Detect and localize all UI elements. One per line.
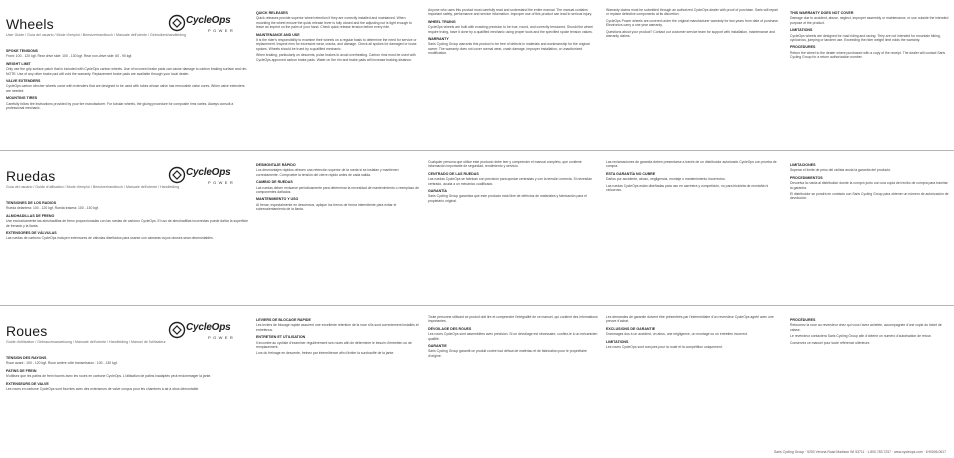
paragraph: Las ruedas CycleOps se fabrican con precisión para quedar centradas y con la tensión correcta. Si necesitan centrado, acuda a un mecánico cualificado. — [428, 177, 592, 186]
section-heading: CAMBIO DE RUEDAS — [256, 180, 293, 185]
section-heading: EXTENSEURS DE VALVE — [6, 381, 49, 386]
paragraph: CycleOps Power wheels are covered under the original manufacturer warranty for two years from date of purchase. Electronics carry a one year warranty. — [606, 18, 779, 28]
intro-column — [6, 198, 250, 243]
paragraph: Retournez la roue au revendeur chez qui vous l'avez achetée, accompagnée d'une copie du ticket de caisse. — [790, 323, 942, 332]
text-column-4 — [606, 8, 780, 40]
paragraph: Il incombe au cycliste d'examiner régulièrement ses roues afin de déterminer le besoin d'entretien ou de remplacement. — [256, 340, 412, 350]
text-column-2 — [256, 160, 420, 214]
text-column-4 — [606, 160, 780, 194]
section-title: Roues — [6, 323, 48, 339]
brand-tagline: POWER — [208, 180, 236, 185]
section-heading: LIMITATIONS — [790, 28, 813, 33]
paragraph: Las reclamaciones de garantía deben presentarse a través de un distribuidor autorizado CycleOps con prueba de compra. — [606, 160, 777, 169]
paragraph: Superar el límite de peso del ciclista anula la garantía del producto. — [790, 168, 892, 173]
section-heading: VALVE EXTENDERS — [6, 79, 41, 84]
language-section — [0, 152, 954, 303]
paragraph: Le revendeur contactera Saris Cycling Group afin d'obtenir un numéro d'autorisation de retour. — [790, 334, 932, 339]
section-heading: LIMITATIONS — [606, 339, 629, 344]
paragraph: Carefully follow tire instructions provided by your tire manufacturer. For tubular wheels, the gluing procedure for composite rims varies. Always consult a professional mechanic. — [6, 101, 234, 111]
section-heading: THIS WARRANTY DOES NOT COVER — [790, 11, 854, 15]
section-divider — [0, 305, 954, 306]
paragraph: Warranty claims must be submitted through an authorized CycleOps dealer with proof of purchase. Saris will repair or replace defective components at its discretion. — [606, 8, 778, 17]
section-heading: ALMOHADILLAS DE FRENO — [6, 213, 55, 218]
section-heading: EXCLUSIONS DE GARANTIE — [606, 326, 656, 331]
text-column-5 — [790, 8, 950, 62]
text-column-3 — [428, 315, 598, 360]
paragraph: Saris Cycling Group warrants this product to be free of defects in materials and workmanship for the original owner. The warranty does not cover normal wear, crash damage, improper installation, or unauthorized modification. — [428, 42, 590, 56]
paragraph: Damage due to accident, abuse, neglect, improper assembly or maintenance, or use outside the intended purpose of the product. — [790, 16, 949, 25]
section-heading: PATINS DE FREIN — [6, 368, 37, 373]
section-heading: ENTRETIEN ET UTILISATION — [256, 335, 306, 340]
cycleops-logo — [168, 14, 248, 40]
paragraph: Les demandes de garantie doivent être présentées par l'intermédiaire d'un revendeur CycleOps agréé avec une preuve d'achat. — [606, 315, 774, 324]
section-heading: SPOKE TENSIONS — [6, 49, 38, 53]
section-heading: QUICK RELEASES — [256, 11, 288, 15]
paragraph: Les roues CycleOps sont conçues pour la route et la compétition uniquement. — [606, 345, 723, 350]
paragraph: Les roues CycleOps sont assemblées avec précision. Si un dévoilage est nécessaire, confiez-le à un mécanicien qualifié. — [428, 332, 598, 341]
section-heading: ESTA GARANTÍA NO CUBRE — [606, 171, 656, 176]
section-title: Ruedas — [6, 168, 56, 184]
paragraph: Dommages dus à un accident, un abus, une négligence, un montage ou un entretien incorrect. — [606, 332, 748, 337]
paragraph: Les roues en carbone CycleOps sont fournies avec des extenseurs de valve conçus pour les chambres à air à obus démontable. — [6, 387, 200, 392]
paragraph: Devuelva la rueda al distribuidor donde la compró junto con una copia del recibo de compra para tramitar la garantía. — [790, 181, 948, 190]
text-column-4 — [606, 315, 780, 351]
section-heading: EXTENSORES DE VÁLVULAS — [6, 231, 57, 236]
text-column-3 — [428, 160, 598, 205]
paragraph: When braking, particularly on descents, pulse brakes to avoid overheating. Carbon rims must be used with CycleOps approved carbon brake pads. Water on the rim and brake pads will increase braking distance. — [256, 53, 416, 62]
language-section — [0, 307, 954, 458]
brand-tagline: POWER — [208, 335, 236, 340]
paragraph: Los desmontajes rápidos ofrecen una retención superior de la rueda si se instalan y mantienen correctamente. Compruebe la tensión del cierre rápido antes de cada salida. — [256, 168, 399, 177]
brand-name: CycleOps — [186, 15, 231, 26]
paragraph: Conservez ce manuel pour toute référence ultérieure. — [790, 340, 871, 345]
paragraph: Use exclusivamente las almohadillas de freno proporcionadas con las ruedas de carbono CycleOps. El uso de almohadillas incorrectas puede dañar la superficie de frenado y la llanta. — [6, 219, 249, 228]
brand-name: CycleOps — [186, 167, 231, 178]
paragraph: It is the rider's responsibility to examine their wheels on a regular basis to determine the need for service or replacement. Inspect rims for excessive wear, cracks, and damage. Check all spokes for damaged or loose spokes. Wheels should be trued by a qualified mechanic. — [256, 38, 417, 51]
intro-column — [6, 353, 250, 393]
paragraph: Front: 100 - 120 kgf. Rear drive side: 100 - 130 kgf. Rear non-drive side: 60 - 90 kgf. — [6, 54, 133, 59]
section-heading: WARRANTY — [428, 37, 449, 42]
language-section — [0, 0, 954, 149]
paragraph: Rueda delantera: 100 - 120 kgf. Rueda trasera: 100 - 130 kgf. — [6, 206, 99, 211]
paragraph: Las ruedas de carbono CycleOps incluyen extensores de válvulas diseñados para usarse con cámaras cuyos obuses sean desmontables. — [6, 236, 214, 241]
section-subtitle: Guía del usuario / Guide d'utilisation / Mode d'emploi / Benutzerhandbuch / Manuale dell'utente / Handleiding — [6, 185, 180, 189]
section-subtitle: User Guide / Guía del usuario / Mode d'emploi / Benutzerhandbuch / Manuale dell'utente / Gebruikershandleiding — [6, 33, 186, 37]
section-heading: PROCEDURES — [790, 45, 816, 50]
paragraph: N'utilisez que les patins de frein fournis avec les roues en carbone CycleOps. L'utilisation de patins inadaptés peut endommager la jante. — [6, 374, 212, 379]
cycleops-logo — [168, 321, 248, 347]
section-heading: MAINTENANCE AND USE — [256, 32, 300, 37]
paragraph: Las ruedas CycleOps están diseñadas para uso en carretera y competición, no para bicicleta de montaña ni ciclocross. — [606, 183, 769, 193]
text-column-5 — [790, 160, 950, 203]
paragraph: Las ruedas deben revisarse periódicamente para determinar la necesidad de mantenimiento o reemplazo de componentes dañados. — [256, 185, 420, 195]
brand-tagline: POWER — [208, 28, 236, 33]
section-heading: GARANTIE — [428, 344, 447, 349]
paragraph: Only use the grip surface patch that is included with CycleOps carbon wheels. Use of incorrect brake pads can cause damage to carbon braking surface and rim. NOTE: Use of any other brake pad will void the warranty. Replacement brake pads are available through your local dealer. — [6, 67, 248, 76]
paragraph: Questions about your product? Contact our customer service team for support with installation, maintenance and warranty claims. — [606, 29, 775, 39]
paragraph: Saris Cycling Group garantiza que este producto está libre de defectos de materiales y fabricación para el propietario original. — [428, 194, 587, 203]
section-title: Wheels — [6, 16, 54, 32]
text-column-2 — [256, 315, 420, 358]
text-column-3 — [428, 8, 598, 58]
section-heading: GARANTÍA — [428, 189, 447, 194]
text-column-5 — [790, 315, 950, 347]
cycleops-logo — [168, 166, 248, 192]
section-heading: PROCEDIMIENTOS — [790, 175, 823, 180]
section-heading: LIMITACIONES — [790, 163, 816, 167]
section-subtitle: Guide d'utilisation / Gebrauchsanweisung / Manuale dell'utente / Handleiding / Manuel de l'utilisateur — [6, 340, 166, 344]
section-heading: PROCÉDURES — [790, 318, 816, 322]
paragraph: Quick releases provide superior wheel retention if they are correctly installed and maintained. When mounting the wheel ensure the quick release lever is fully closed and the adjusting nut is tight enough to leave an imprint on the palm of your hand. Check quick release tension before every ride. — [256, 16, 412, 30]
section-heading: DÉVOILAGE DES ROUES — [428, 326, 472, 331]
paragraph: CycleOps wheels are designed for road riding and racing. They are not intended for mountain biking, cyclocross, jumping or tandem use. Exceeding the rider weight limit voids the warranty. — [790, 33, 941, 43]
paragraph: Lors du freinage en descente, freinez par intermittence afin d'éviter la surchauffe de la jante. — [256, 351, 395, 356]
section-heading: WEIGHT LIMIT — [6, 61, 31, 66]
section-heading: DESMONTAJE RÁPIDO — [256, 163, 296, 167]
paragraph: Les leviers de blocage rapide assurent une excellente retention de la roue s'ils sont correctement installés et entretenus. — [256, 323, 419, 332]
paragraph: Roue avant : 100 - 120 kgf. Roue arrière côté transmission : 100 - 130 kgf. — [6, 361, 118, 366]
paragraph: Toute personne utilisant ce produit doit lire et comprendre l'intégralité de ce manuel, qui contient des informations importantes. — [428, 315, 598, 324]
paragraph: Return the wheel to the dealer where purchased with a copy of the receipt. The dealer will contact Saris Cycling Group for a return authorization number. — [790, 50, 946, 60]
section-divider — [0, 150, 954, 151]
paragraph: CycleOps wheels are built with exacting precision to be true, round, and correctly tensioned. Should the wheel require truing, have it done by a qualified mechanic using proper tools and the specified spoke tension values. — [428, 25, 593, 34]
paragraph: El distribuidor se pondrá en contacto con Saris Cycling Group para obtener un número de autorización de devolución. — [790, 192, 949, 201]
brand-name: CycleOps — [186, 322, 231, 333]
section-heading: TENSIONES DE LOS RADIOS — [6, 201, 57, 205]
section-heading: MANTENIMIENTO Y USO — [256, 197, 299, 202]
paragraph: Cualquier persona que utilice este producto debe leer y comprender el manual completo, que contiene información importante de seguridad, rendimiento y servicio. — [428, 160, 582, 169]
section-heading: LEVIERS DE BLOCAGE RAPIDE — [256, 318, 311, 322]
footer-text: Saris Cycling Group · 5253 Verona Road Madison WI 53711 · 1.800.783.7257 · www.cycleops.com · 1H0006.0617 — [773, 450, 946, 454]
section-heading: CENTRADO DE LAS RUEDAS — [428, 171, 479, 176]
section-heading: MOUNTING TIRES — [6, 96, 38, 101]
paragraph: Anyone who uses this product must carefully read and understand the entire manual. The manual contains important safety, performance and service information. Improper use of this product can lead to serious injury. — [428, 8, 593, 17]
text-column-2 — [256, 8, 420, 64]
paragraph: CycleOps carbon clincher wheels come with extenders that are designed to be used with tubes whose valve has removable valve cores. When valve extenders are needed: — [6, 84, 245, 93]
intro-column — [6, 46, 250, 112]
paragraph: Daños por accidente, abuso, negligencia, montaje o mantenimiento incorrectos. — [606, 177, 726, 182]
paragraph: Saris Cycling Group garantit ce produit contre tout défaut de matériau et de fabrication pour le propriétaire d'origine. — [428, 349, 587, 358]
section-heading: TENSION DES RAYONS — [6, 356, 47, 360]
paragraph: Al frenar, especialmente en descensos, aplique los frenos de forma intermitente para evitar el sobrecalentamiento de la llanta. — [256, 202, 397, 212]
section-heading: WHEEL TRUING — [428, 19, 456, 24]
